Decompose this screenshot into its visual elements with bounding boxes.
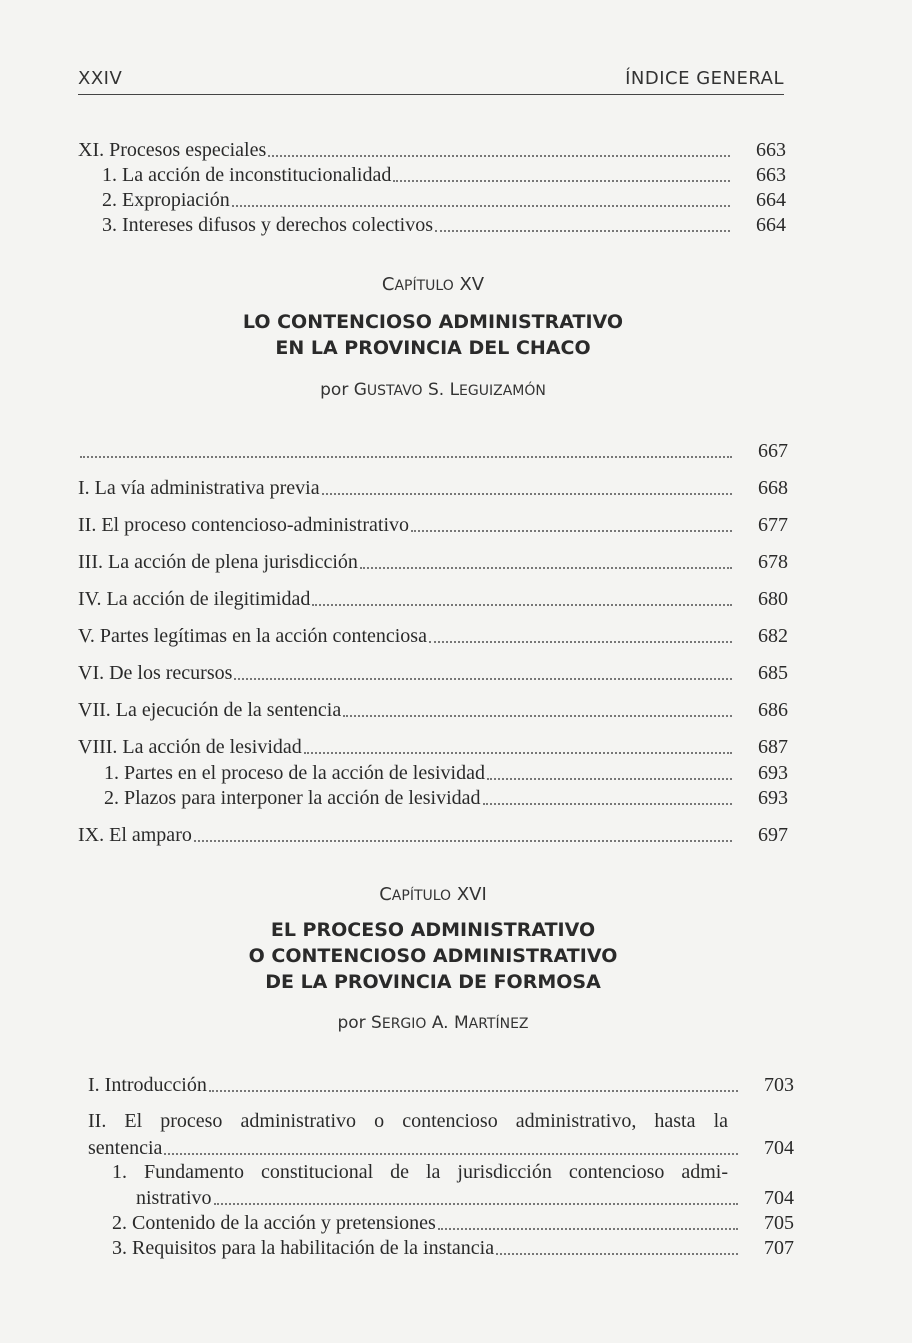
leader-dots — [194, 840, 732, 842]
toc-entry-ch15-intro — [78, 437, 788, 463]
toc-entry-xi-2 — [102, 186, 786, 212]
toc-label: V. Partes legítimas en la acción contenciosa — [78, 625, 427, 647]
leader-dots — [429, 641, 732, 643]
leader-dots — [304, 752, 732, 754]
running-header-title: ÍNDICE GENERAL — [625, 68, 784, 89]
toc-page: 704 — [764, 1137, 794, 1159]
running-header-page-number: XXIV — [78, 68, 123, 89]
toc-entry-ch15-v — [78, 622, 788, 648]
leader-dots — [312, 604, 732, 606]
toc-page: 682 — [758, 625, 788, 647]
toc-entry-ch15-iv — [78, 585, 788, 611]
toc-entry-ch16-i — [88, 1071, 794, 1097]
toc-page: 663 — [756, 164, 786, 186]
chapter-xv-author: por GUSTAVO S. LEGUIZAMÓN — [320, 380, 546, 400]
toc-label: 2. Contenido de la acción y pretensiones — [112, 1212, 436, 1234]
toc-entry-ch16-ii-line1: II. El proceso administrativo o contencioso administrativo, hasta la — [88, 1110, 728, 1132]
toc-entry-ch15-viii-1 — [104, 759, 788, 785]
leader-dots — [435, 230, 730, 232]
toc-page: 677 — [758, 514, 788, 536]
toc-entry-ch15-i — [78, 474, 788, 500]
toc-entry-ch16-ii-3 — [112, 1234, 794, 1260]
toc-entry-ch16-ii-2 — [112, 1209, 794, 1235]
toc-label: I. La vía administrativa previa — [78, 477, 320, 499]
leader-dots — [214, 1203, 738, 1205]
leader-dots — [322, 493, 732, 495]
toc-label: 3. Requisitos para la habilitación de la instancia — [112, 1237, 495, 1259]
toc-label: 3. Intereses difusos y derechos colectivos — [102, 214, 434, 236]
toc-entry-ch15-ii — [78, 511, 788, 537]
leader-dots — [268, 155, 730, 157]
toc-entry-ch16-ii-1 — [136, 1184, 794, 1210]
leader-dots — [393, 180, 730, 182]
toc-page: 687 — [758, 736, 788, 758]
toc-page: 668 — [758, 477, 788, 499]
leader-dots — [164, 1153, 738, 1155]
toc-page: 686 — [758, 699, 788, 721]
toc-entry-xi — [78, 136, 786, 162]
toc-label: IV. La acción de ilegitimidad — [78, 588, 311, 610]
toc-page: 693 — [758, 762, 788, 784]
toc-page: 693 — [758, 787, 788, 809]
leader-dots — [496, 1253, 738, 1255]
toc-entry-ch16-ii — [88, 1134, 794, 1160]
leader-dots — [80, 456, 732, 458]
chapter-xv-label: CAPÍTULO XV — [381, 274, 485, 295]
toc-label: 1. Partes en el proceso de la acción de lesividad — [104, 762, 485, 784]
toc-entry-ch16-ii-1-line1: 1. Fundamento constitucional de la jurisdicción contencioso admi- — [112, 1161, 728, 1183]
toc-entry-ch15-vi — [78, 659, 788, 685]
leader-dots — [360, 567, 732, 569]
toc-label: 1. La acción de inconstitucionalidad — [102, 164, 392, 186]
toc-page: 685 — [758, 662, 788, 684]
toc-page: 678 — [758, 551, 788, 573]
toc-entry-xi-3 — [102, 211, 786, 237]
toc-label: II. El proceso contencioso-administrativo — [78, 514, 410, 536]
toc-label: VII. La ejecución de la sentencia — [78, 699, 342, 721]
chapter-xvi-label: CAPÍTULO XVI — [379, 884, 487, 905]
toc-entry-ch15-iii — [78, 548, 788, 574]
toc-label: 2. Expropiación — [102, 189, 230, 211]
toc-page: 707 — [764, 1237, 794, 1259]
toc-label: III. La acción de plena jurisdicción — [78, 551, 358, 573]
toc-label: sentencia — [88, 1137, 163, 1159]
leader-dots — [343, 715, 732, 717]
toc-page: 704 — [764, 1187, 794, 1209]
toc-page: 664 — [756, 189, 786, 211]
chapter-xvi-title: EL PROCESO ADMINISTRATIVO O CONTENCIOSO ADMINISTRATIVO DE LA PROVINCIA DE FORMOSA — [248, 919, 618, 993]
toc-label: I. Introducción — [88, 1074, 207, 1096]
toc-entry-ch15-viii — [78, 733, 788, 759]
toc-page: 664 — [756, 214, 786, 236]
toc-page: 697 — [758, 824, 788, 846]
toc-label: VI. De los recursos — [78, 662, 233, 684]
toc-label: XI. Procesos especiales — [78, 139, 267, 161]
toc-page: 667 — [758, 440, 788, 462]
toc-page: 680 — [758, 588, 788, 610]
leader-dots — [487, 778, 732, 780]
chapter-xv-title: LO CONTENCIOSO ADMINISTRATIVO EN LA PROVINCIA DEL CHACO — [242, 311, 624, 359]
leader-dots — [411, 530, 732, 532]
toc-label: nistrativo — [136, 1187, 212, 1209]
header-rule — [78, 94, 784, 95]
toc-page: 703 — [764, 1074, 794, 1096]
leader-dots — [483, 803, 732, 805]
toc-page: 705 — [764, 1212, 794, 1234]
leader-dots — [209, 1090, 738, 1092]
toc-entry-ch15-vii — [78, 696, 788, 722]
toc-label: 2. Plazos para interponer la acción de lesividad — [104, 787, 481, 809]
leader-dots — [438, 1228, 738, 1230]
toc-entry-ch15-ix — [78, 821, 788, 847]
toc-page: 663 — [756, 139, 786, 161]
chapter-xvi-author: por SERGIO A. MARTÍNEZ — [337, 1013, 529, 1033]
toc-entry-xi-1 — [102, 161, 786, 187]
leader-dots — [232, 205, 730, 207]
toc-entry-ch15-viii-2 — [104, 784, 788, 810]
toc-label: IX. El amparo — [78, 824, 192, 846]
leader-dots — [234, 678, 732, 680]
toc-label: VIII. La acción de lesividad — [78, 736, 302, 758]
